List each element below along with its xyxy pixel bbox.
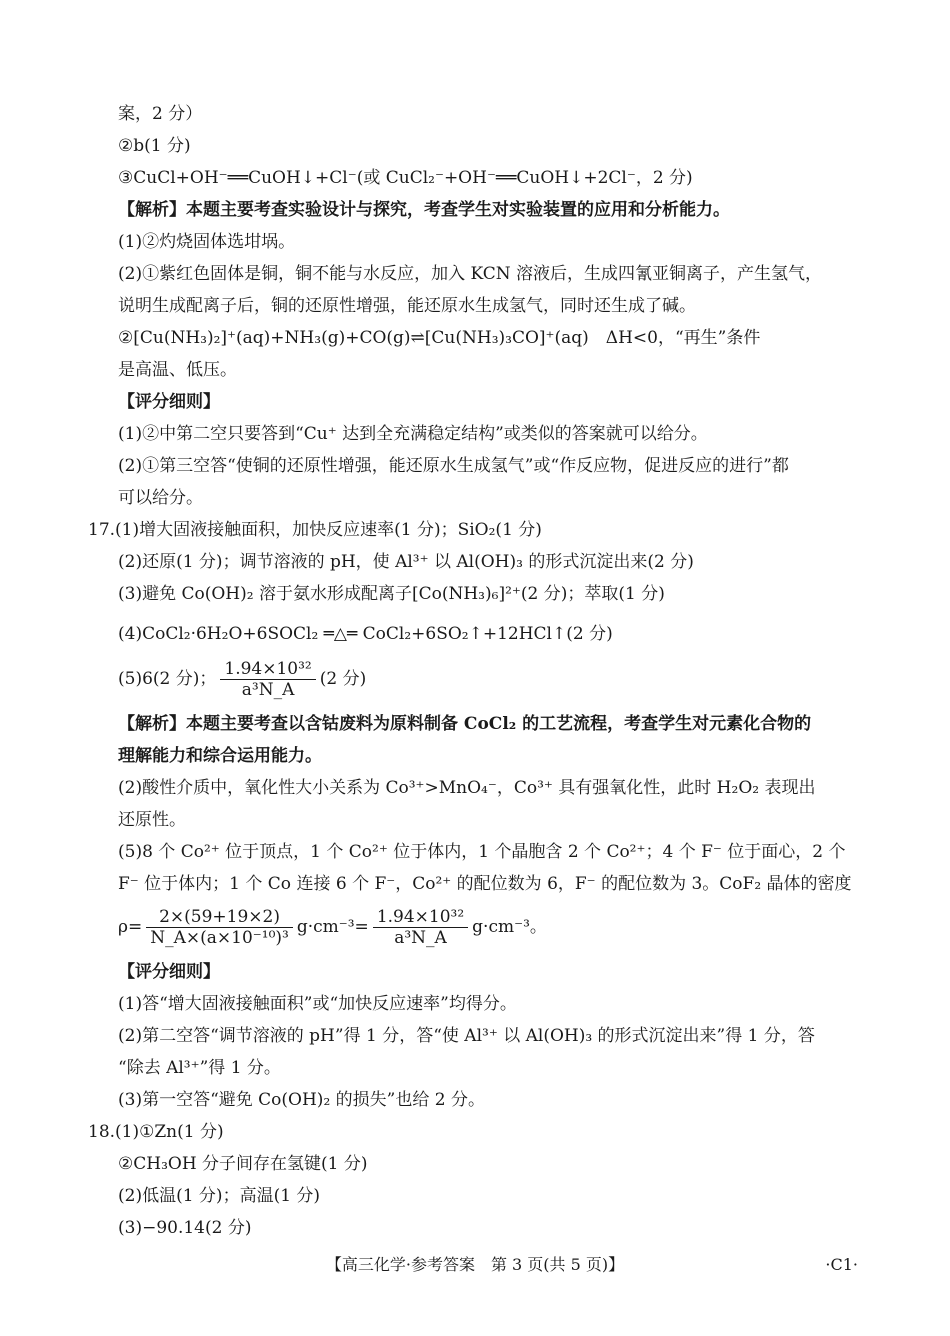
text-line: (2)还原(1 分)；调节溶液的 pH，使 Al³⁺ 以 Al(OH)₃ 的形式沉淀出来(2 分) (118, 552, 694, 572)
text-line: 说明生成配离子后，铜的还原性增强，能还原水生成氢气，同时还生成了碱。 (118, 296, 696, 316)
question-18: 18.(1)①Zn(1 分) (88, 1122, 224, 1142)
text-line: (3)第一空答“避免 Co(OH)₂ 的损失”也给 2 分。 (118, 1090, 485, 1110)
scoring-heading: 【评分细则】 (118, 962, 220, 982)
text-line: (3)避免 Co(OH)₂ 溶于氨水形成配离子[Co(NH₃)₆]²⁺(2 分)；萃取(1 分) (118, 584, 665, 604)
text-line: (2)酸性介质中，氧化性大小关系为 Co³⁺>MnO₄⁻，Co³⁺ 具有强氧化性，此时 H₂O₂ 表现出 (118, 778, 816, 798)
text-line: (3)−90.14(2 分) (118, 1218, 252, 1238)
text-fragment: g·cm⁻³。 (472, 917, 547, 937)
text-line: 是高温、低压。 (118, 360, 237, 380)
text-line: ③CuCl+OH⁻══CuOH↓+Cl⁻(或 CuCl₂⁻+OH⁻══CuOH↓+2Cl⁻，2 分) (118, 168, 693, 188)
text-line: (1)②中第二空只要答到“Cu⁺ 达到全充满稳定结构”或类似的答案就可以给分。 (118, 424, 708, 444)
analysis-heading-cont: 理解能力和综合运用能力。 (118, 746, 322, 766)
fraction-denominator: a³N_A (394, 928, 447, 948)
question-17: 17.(1)增大固液接触面积，加快反应速率(1 分)；SiO₂(1 分) (88, 520, 542, 540)
text-line: (4)CoCl₂·6H₂O+6SOCl₂ ═△═ CoCl₂+6SO₂↑+12HCl↑(2 分) (118, 624, 613, 644)
text-line: (1)答“增大固液接触面积”或“加快反应速率”均得分。 (118, 994, 517, 1014)
text-fragment: (2 分) (319, 669, 367, 689)
text-fragment: (5)6(2 分)； (118, 669, 217, 689)
text-line: ②[Cu(NH₃)₂]⁺(aq)+NH₃(g)+CO(g)⇌[Cu(NH₃)₃CO]⁺(aq) ΔH<0，“再生”条件 (118, 328, 761, 348)
fraction-numerator: 1.94×10³² (373, 907, 468, 928)
text-line: (2)第二空答“调节溶液的 pH”得 1 分，答“使 Al³⁺ 以 Al(OH)₃ 的形式沉淀出来”得 1 分，答 (118, 1026, 815, 1046)
analysis-heading: 【解析】本题主要考查以含钴废料为原料制备 CoCl₂ 的工艺流程，考查学生对元素化合物的 (118, 714, 812, 734)
text-line: (2)①紫红色固体是铜，铜不能与水反应，加入 KCN 溶液后，生成四氰亚铜离子，产生氢气， (118, 264, 823, 284)
text-line: F⁻ 位于体内；1 个 Co 连接 6 个 F⁻，Co²⁺ 的配位数为 6，F⁻ 的配位数为 3。CoF₂ 晶体的密度 (118, 874, 852, 894)
fraction-numerator: 2×(59+19×2) (146, 907, 293, 928)
text-line: 可以给分。 (118, 488, 203, 508)
text-line: 案，2 分） (118, 104, 203, 124)
fraction (373, 907, 468, 948)
text-line: (2)①第三空答“使铜的还原性增强，能还原水生成氢气”或“作反应物，促进反应的进行”都 (118, 456, 789, 476)
text-line: (2)低温(1 分)；高温(1 分) (118, 1186, 321, 1206)
text-line: 还原性。 (118, 810, 186, 830)
text-line: ②b(1 分) (118, 136, 191, 156)
text-fragment: ρ= (118, 917, 143, 937)
page-code: ·C1· (825, 1255, 858, 1274)
fraction-denominator: N_A×(a×10⁻¹⁰)³ (150, 928, 289, 948)
analysis-heading: 【解析】本题主要考查实验设计与探究，考查学生对实验装置的应用和分析能力。 (118, 200, 730, 220)
text-line: ②CH₃OH 分子间存在氢键(1 分) (118, 1154, 368, 1174)
text-line: (1)②灼烧固体选坩埚。 (118, 232, 296, 252)
fraction (146, 907, 293, 948)
text-line: (5)8 个 Co²⁺ 位于顶点，1 个 Co²⁺ 位于体内，1 个晶胞含 2 个 Co²⁺；4 个 F⁻ 位于面心，2 个 (118, 842, 846, 862)
fraction-numerator: 1.94×10³² (220, 659, 315, 680)
fraction-denominator: a³N_A (241, 680, 295, 700)
fraction-line (118, 656, 863, 702)
density-formula-line (118, 904, 863, 950)
scoring-heading: 【评分细则】 (118, 392, 220, 412)
text-line: “除去 Al³⁺”得 1 分。 (118, 1058, 281, 1078)
fraction (220, 659, 315, 700)
page-footer: 【高三化学·参考答案 第 3 页(共 5 页)】 (325, 1255, 625, 1274)
text-fragment: g·cm⁻³= (296, 917, 369, 937)
